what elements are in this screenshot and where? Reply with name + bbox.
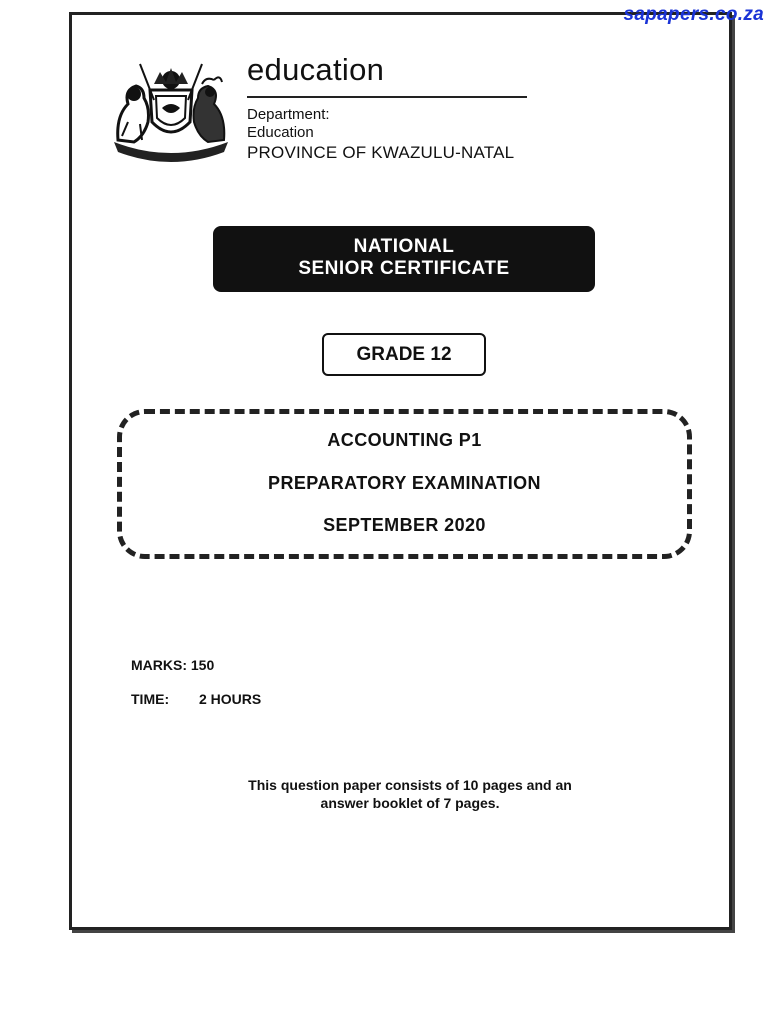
header-title: education <box>247 52 385 87</box>
time-value: 2 HOURS <box>199 691 262 707</box>
exam-date: SEPTEMBER 2020 <box>323 515 486 535</box>
department-name: Education <box>247 124 314 141</box>
certificate-line-2: SENIOR CERTIFICATE <box>298 258 510 279</box>
header-divider <box>247 96 527 98</box>
department-label: Department: <box>247 106 330 123</box>
province-name: PROVINCE OF KWAZULU-NATAL <box>247 143 515 162</box>
coat-of-arms-icon <box>110 60 232 165</box>
certificate-line-1: NATIONAL <box>353 236 455 257</box>
note-line-1: This question paper consists of 10 pages and an <box>248 777 572 793</box>
exam-subject: ACCOUNTING P1 <box>327 430 482 450</box>
grade-badge: GRADE 12 <box>322 333 486 376</box>
certificate-banner <box>213 226 595 292</box>
time-label: TIME: <box>131 691 170 707</box>
note-line-2: answer booklet of 7 pages. <box>320 795 500 811</box>
exam-type: PREPARATORY EXAMINATION <box>268 473 541 493</box>
paper-composition-note <box>200 776 620 812</box>
site-watermark: sapapers.co.za <box>623 4 764 25</box>
marks-total: MARKS: 150 <box>131 657 215 673</box>
